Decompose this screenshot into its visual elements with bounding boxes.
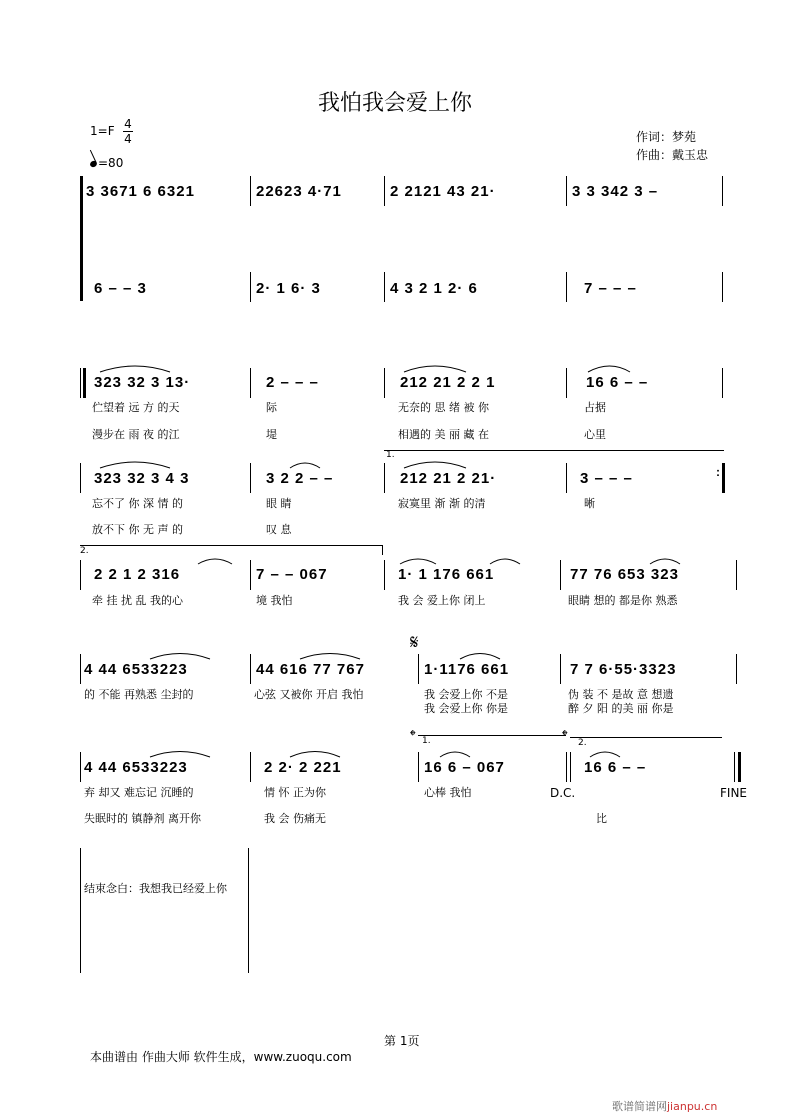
lyrics-7-1a: 弃 却又 难忘记 沉睡的 (84, 786, 194, 799)
measure-6-2: 44 616 77 767 (256, 661, 365, 678)
lyrics-4-1b: 放不下 你 无 声 的 (92, 523, 183, 536)
slur (400, 559, 436, 564)
slur (100, 366, 170, 372)
measure-2-1: 6 – – 3 (94, 280, 147, 297)
slur (588, 366, 630, 372)
lyrics-6-4a: 伪 装 不 是故 意 想遗 (568, 688, 674, 701)
segno-icon: 𝄋 (410, 630, 419, 654)
lyrics-7-2b: 我 会 伤痛无 (264, 812, 326, 825)
measure-7-1: 4 44 6533223 (84, 759, 188, 776)
key-signature: 1=F (90, 124, 115, 138)
lyrics-4-3a: 寂寞里 渐 渐 的清 (398, 497, 486, 510)
measure-7-4: 16 6 – – (584, 759, 647, 776)
composer: 作曲：戴玉忠 (636, 148, 709, 162)
lyrics-4-4a: 晰 (584, 497, 595, 510)
lyrics-3-3a: 无奈的 思 绪 被 你 (398, 401, 489, 414)
measure-5-4: 77 76 653 323 (570, 566, 679, 583)
measure-3-2: 2 – – – (266, 374, 319, 391)
lyrics-7-3b: 比 (596, 812, 607, 825)
measure-5-2: 7 – – 067 (256, 566, 328, 583)
lyrics-4-2b: 叹 息 (266, 523, 292, 536)
lyrics-5-4a: 眼睛 想的 都是你 熟悉 (568, 594, 678, 607)
measure-5-1: 2 2 1 2 316 (94, 566, 181, 583)
measure-6-4: 7 7 6·55·3323 (570, 661, 677, 678)
measure-4-4: 3 – – – (580, 470, 633, 487)
lyrics-7-1b: 失眠时的 镇静剂 离开你 (84, 812, 201, 825)
coda-volta-1-label: 1. (422, 736, 431, 746)
lyricist: 作词：梦苑 (636, 130, 697, 144)
watermark-site: 歌谱简谱网 (612, 1100, 667, 1113)
lyrics-7-3a: 心棒 我怕 (424, 786, 472, 799)
footer-credit: 本曲谱由 作曲大师 软件生成，www.zuoqu.com (90, 1050, 352, 1064)
lyrics-5-2a: 境 我怕 (256, 594, 293, 607)
time-bottom: 4 (124, 132, 132, 146)
lyrics-3-4a: 占据 (584, 401, 606, 414)
lyrics-7-2a: 情 怀 正为你 (264, 786, 326, 799)
lyrics-6-2a: 心弦 又被你 开启 我怕 (254, 688, 364, 701)
lyrics-3-1b: 漫步在 雨 夜 的江 (92, 428, 180, 441)
lyrics-6-1a: 的 不能 再熟悉 尘封的 (84, 688, 194, 701)
measure-2-3: 4 3 2 1 2· 6 (390, 280, 478, 297)
lyrics-6-3b: 我 会爱上你 你是 (424, 702, 508, 715)
measure-6-3: 1·1176 661 (424, 661, 510, 678)
slur (150, 752, 210, 758)
measure-3-4: 16 6 – – (586, 374, 649, 391)
volta-2-label: 2. (80, 546, 89, 556)
measure-4-2: 3 2 2 – – (266, 470, 334, 487)
measure-7-2: 2 2· 2 221 (264, 759, 342, 776)
slur (198, 559, 232, 564)
measure-3-3: 212 21 2 2 1 (400, 374, 496, 391)
watermark (612, 1098, 717, 1114)
coda-volta-2-label: 2. (578, 738, 587, 748)
volta-1-label: 1. (386, 450, 395, 460)
measure-1-3: 2 2121 43 21· (390, 183, 496, 200)
measure-7-3: 16 6 – 067 (424, 759, 505, 776)
lyrics-6-3a: 我 会爱上你 不是 (424, 688, 508, 701)
slur (490, 559, 520, 564)
closing-narration: 结束念白：我想我已经爱上你 (84, 882, 227, 895)
dc-marking: D.C. (550, 786, 576, 800)
lyrics-4-2a: 眼 睛 (266, 497, 292, 510)
slur (440, 752, 470, 757)
measure-1-1: 3 3671 6 6321 (86, 183, 195, 200)
slur (290, 752, 340, 758)
lyrics-3-2b: 堤 (266, 428, 277, 441)
slur (290, 463, 320, 468)
tempo-value: =80 (98, 156, 124, 170)
time-top: 4 (124, 117, 132, 131)
slur (590, 752, 620, 757)
lyrics-3-3b: 相遇的 美 丽 藏 在 (398, 428, 489, 441)
coda-icon: 𝄌 (410, 726, 416, 745)
measure-4-1: 323 32 3 4 3 (94, 470, 190, 487)
slur (460, 654, 500, 660)
measure-3-1: 323 32 3 13· (94, 374, 191, 391)
page-title: 我怕我会爱上你 (317, 91, 472, 116)
page-number: 第 1页 (384, 1034, 420, 1048)
lyrics-6-4b: 醉 夕 阳 的美 丽 你是 (568, 702, 674, 715)
watermark-url: jianpu.cn (667, 1100, 718, 1113)
slur (404, 462, 466, 468)
slur (300, 654, 360, 660)
lyrics-5-3a: 我 会 爱上你 闭上 (398, 594, 486, 607)
measure-2-4: 7 – – – (584, 280, 637, 297)
fine-marking: FINE (720, 786, 747, 800)
measure-1-4: 3 3 342 3 – (572, 183, 659, 200)
lyrics-3-4b: 心里 (584, 428, 606, 441)
measure-6-1: 4 44 6533223 (84, 661, 188, 678)
measure-1-2: 22623 4·71 (256, 183, 342, 200)
lyrics-3-2a: 际 (266, 401, 277, 414)
slur (100, 462, 170, 468)
lyrics-4-1a: 忘不了 你 深 情 的 (92, 497, 183, 510)
coda-icon-2: 𝄌 (562, 726, 568, 745)
slur (404, 366, 466, 372)
slur (150, 654, 210, 660)
measure-2-2: 2· 1 6· 3 (256, 280, 321, 297)
lyrics-3-1a: 伫望着 远 方 的天 (92, 401, 180, 414)
measure-4-3: 212 21 2 21· (400, 470, 497, 487)
repeat-dots: : (716, 465, 721, 479)
lyrics-5-1a: 牵 挂 扰 乱 我的心 (92, 594, 183, 607)
measure-5-3: 1· 1 176 661 (398, 566, 495, 583)
slur (650, 559, 680, 564)
